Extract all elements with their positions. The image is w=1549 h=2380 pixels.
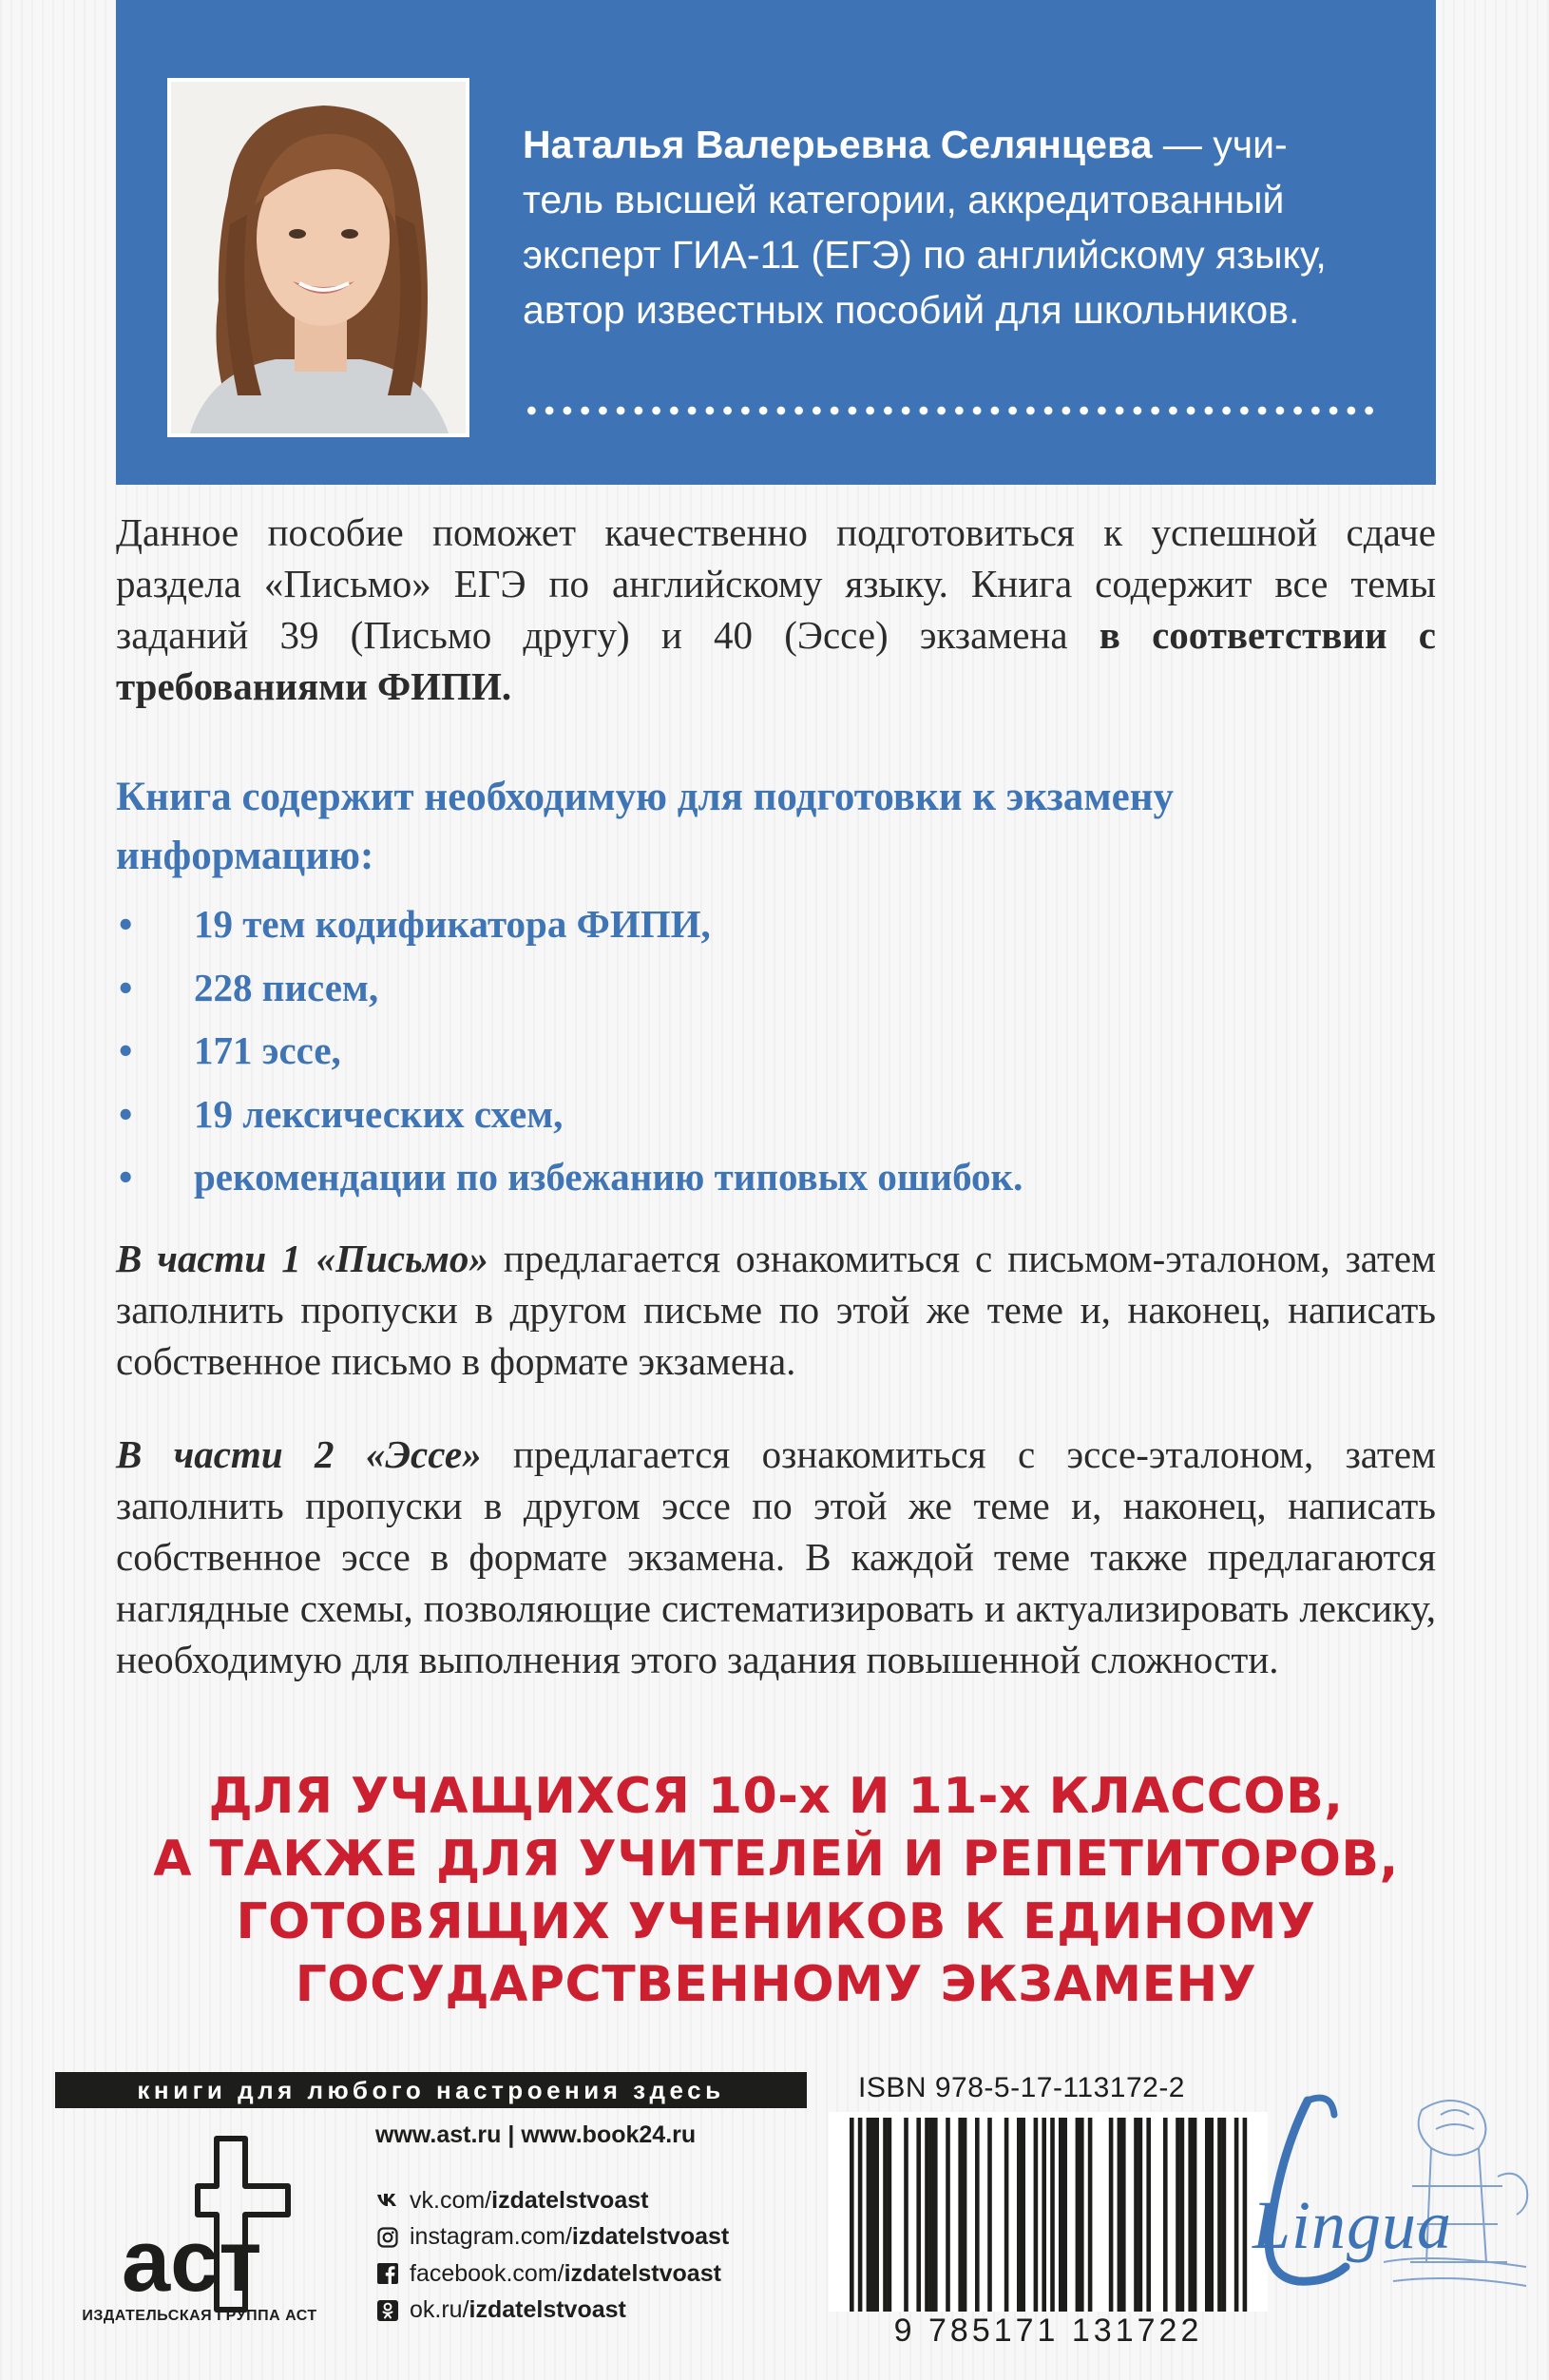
ast-logo-text: аст [122, 2213, 262, 2310]
barcode-digits: 9 785171 131722 [893, 2313, 1203, 2349]
feature-text: 19 лексических схем, [194, 1091, 564, 1136]
barcode-bar [1176, 2118, 1180, 2312]
audience-line-1: ДЛЯ УЧАЩИХСЯ 10-х И 11-х КЛАССОВ, [208, 1768, 1344, 1825]
barcode-bar [933, 2118, 938, 2312]
vk-icon [375, 2188, 400, 2213]
social-links [375, 2182, 729, 2329]
social-link-vk[interactable] [375, 2182, 729, 2219]
barcode-bar [1180, 2118, 1185, 2312]
barcode-bar [874, 2118, 879, 2312]
social-prefix: instagram.com/ [410, 2223, 572, 2251]
barcode-bar [1134, 2118, 1138, 2312]
barcode-bar [1188, 2118, 1193, 2312]
odnoklassniki-icon [375, 2298, 400, 2323]
publisher-name: ИЗДАТЕЛЬСКАЯ ГРУППА АСТ [82, 2308, 317, 2324]
part1-paragraph [116, 1233, 1436, 1387]
contents-heading: Книга содержит необходимую для подготовки к экзамену информацию: [116, 775, 1175, 878]
part2-text: предлагается ознакомиться с эссе-эталоном, затем заполнить пропуски в другом эссе по этой же теме и, наконец, написать собственное эссе в формате экзамена. В каждой теме также предлагаются наглядные схемы, позволяющие систематизировать и актуализировать лексику, необходимую для выполнения этого задания повышенной сложности. [116, 1432, 1436, 1681]
barcode-bar [1062, 2118, 1067, 2312]
intro-paragraph [116, 507, 1436, 712]
social-handle: izdatelstvoast [571, 2223, 730, 2251]
bullet-icon: • [119, 1155, 133, 1199]
barcode-bar [987, 2118, 992, 2312]
barcode-bar [1021, 2118, 1025, 2312]
author-bio [523, 117, 1386, 337]
barcode-bar [870, 2118, 875, 2312]
author-bio-line-2: тель высшей категории, аккредитованный [523, 178, 1285, 221]
social-prefix: vk.com/ [410, 2186, 492, 2214]
audience-block [116, 1765, 1436, 2016]
barcode-bar [1205, 2118, 1210, 2312]
barcode-bar [850, 2118, 854, 2312]
facebook-icon [375, 2261, 400, 2286]
barcode-bar [1193, 2118, 1197, 2312]
bullet-icon: • [119, 1028, 133, 1072]
barcode-bar [1059, 2118, 1063, 2312]
part2-label: В части 2 «Эссе» [116, 1432, 482, 1476]
barcode-bar [1042, 2118, 1046, 2312]
barcode-bar [1017, 2118, 1022, 2312]
author-name: Наталья Валерьевна Селянцева [523, 123, 1153, 166]
part1-text: предлагается ознакомиться с письмом-эталоном, затем заполнить пропуски в другом письме по этой же теме и, наконец, написать собственное письмо в формате экзамена. [116, 1237, 1436, 1383]
intro-emphasis: в соответствии с требованиями ФИПИ. [116, 613, 1437, 708]
slogan-bar: книги для любого настроения здесь [55, 2072, 807, 2108]
barcode-bar [1234, 2118, 1239, 2312]
barcode-bar [888, 2118, 892, 2312]
barcode-bar [858, 2118, 863, 2312]
author-bio-line-1: — учи- [1162, 123, 1288, 166]
part1-label: В части 1 «Письмо» [116, 1237, 488, 1280]
list-item [116, 1088, 1436, 1152]
barcode-bar [1217, 2118, 1222, 2312]
lingua-imprint-text: Lingua [1253, 2187, 1453, 2263]
instagram-icon [375, 2225, 400, 2250]
barcode-bar [1034, 2118, 1039, 2312]
barcode [829, 2112, 1268, 2312]
author-bio-line-3: эксперт ГИА-11 (ЕГЭ) по английскому языку, [523, 233, 1327, 277]
barcode-bar [1163, 2118, 1168, 2312]
social-prefix: ok.ru/ [410, 2296, 469, 2324]
barcode-bar [1146, 2118, 1151, 2312]
social-link-odnoklassniki[interactable] [375, 2293, 729, 2330]
social-prefix: facebook.com/ [410, 2259, 564, 2287]
audience-line-3: ГОТОВЯЩИХ УЧЕНИКОВ К ЕДИНОМУ [236, 1893, 1316, 1950]
bullet-icon: • [119, 1091, 133, 1136]
barcode-bar [1080, 2118, 1084, 2312]
barcode-bar [904, 2118, 908, 2312]
list-item [116, 898, 1436, 962]
author-photo [167, 78, 469, 437]
barcode-bar [1050, 2118, 1055, 2312]
barcode-bar [883, 2118, 888, 2312]
bullet-icon: • [119, 965, 133, 1009]
isbn-label: ISBN 978-5-17-113172-2 [858, 2072, 1185, 2103]
list-item [116, 1025, 1436, 1088]
barcode-bar [1088, 2118, 1093, 2312]
barcode-bar [929, 2118, 934, 2312]
barcode-bar [1076, 2118, 1080, 2312]
barcode-bar [925, 2118, 929, 2312]
social-handle: izdatelstvoast [564, 2259, 721, 2287]
features-list [116, 898, 1436, 1215]
feature-text: 228 писем, [194, 965, 379, 1009]
barcode-bar [975, 2118, 980, 2312]
list-item [116, 1151, 1436, 1215]
barcode-bar [1138, 2118, 1143, 2312]
social-handle: izdatelstvoast [469, 2296, 626, 2324]
barcode-bar [1121, 2118, 1126, 2312]
audience-line-4: ГОСУДАРСТВЕННОМУ ЭКЗАМЕНУ [295, 1956, 1257, 2013]
feature-text: рекомендации по избежанию типовых ошибок. [194, 1155, 1023, 1199]
feature-text: 19 тем кодификатора ФИПИ, [194, 902, 711, 946]
barcode-bar [916, 2118, 921, 2312]
intro-text: Данное пособие поможет качественно подготовиться к успешной сдаче раздела «Письмо» ЕГЭ по английскому языку. Книга содержит все темы заданий 39 (Письмо другу) и 40 (Эссе) экзамена [116, 510, 1436, 657]
audience-line-2: А ТАКЖЕ ДЛЯ УЧИТЕЛЕЙ И РЕПЕТИТОРОВ, [153, 1831, 1399, 1888]
part2-paragraph [116, 1429, 1436, 1685]
barcode-bar [1004, 2118, 1009, 2312]
author-box [116, 0, 1436, 485]
barcode-bar [1222, 2118, 1227, 2312]
barcode-bar [958, 2118, 963, 2312]
feature-text: 171 эссе, [194, 1028, 341, 1072]
barcode-bar [1118, 2118, 1122, 2312]
barcode-bar [946, 2118, 950, 2312]
social-link-instagram[interactable] [375, 2219, 729, 2256]
author-bio-line-4: автор известных пособий для школьников. [523, 288, 1300, 332]
dotted-divider [523, 401, 1382, 420]
social-link-facebook[interactable] [375, 2255, 729, 2293]
barcode-bar [963, 2118, 967, 2312]
bullet-icon: • [119, 902, 133, 946]
list-item [116, 962, 1436, 1026]
barcode-bar [1209, 2118, 1214, 2312]
social-handle: izdatelstvoast [491, 2186, 649, 2214]
barcode-bar [1109, 2118, 1114, 2312]
publisher-sites[interactable]: www.ast.ru | www.book24.ru [375, 2121, 697, 2148]
barcode-bar [867, 2118, 871, 2312]
